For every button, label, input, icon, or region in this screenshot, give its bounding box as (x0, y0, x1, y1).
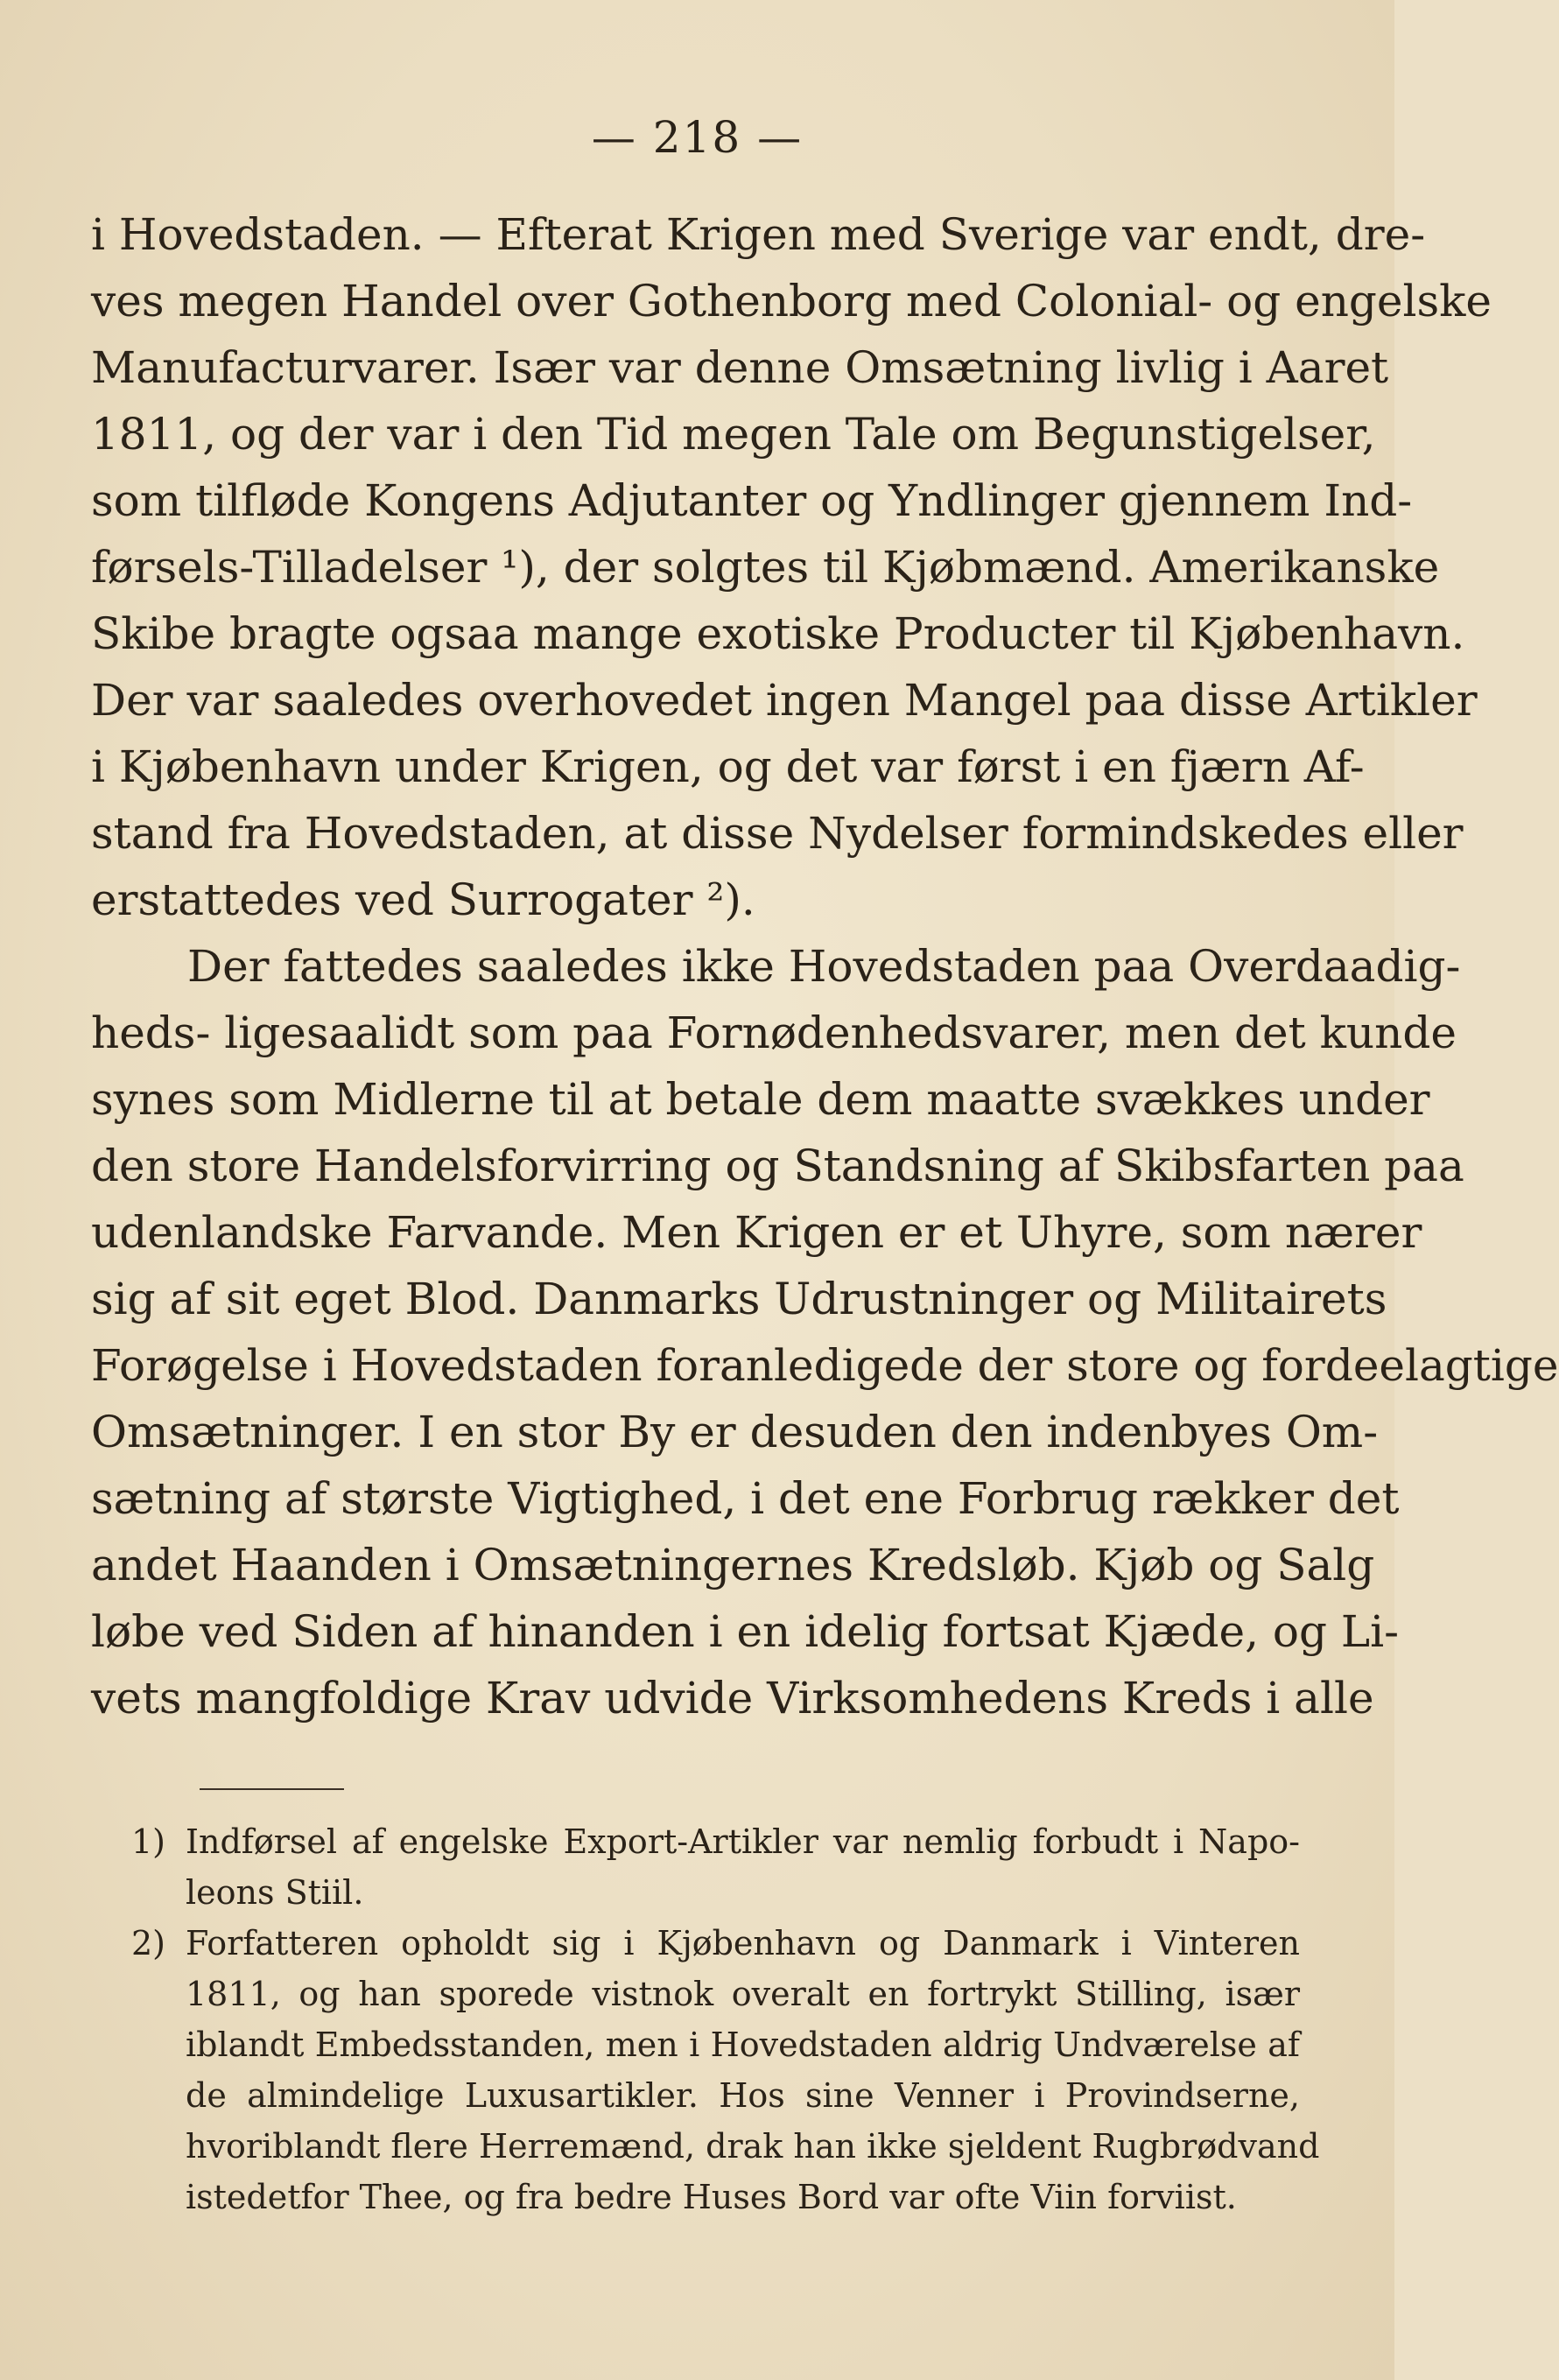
text-line: i Hovedstaden. — Efterat Krigen med Sverige var endt, dre- (91, 209, 1426, 260)
footnote-text: de almindelige Luxusartikler. Hos sine Venner i Provindserne, (186, 2076, 1300, 2115)
footnote-text: Indførsel af engelske Export-Artikler var nemlig forbudt i Napo- (186, 1822, 1300, 1861)
footnote-line (131, 2019, 1300, 2070)
text-line: andet Haanden i Omsætningernes Kredsløb. Kjøb og Salg (91, 1540, 1375, 1590)
footnote-text: hvoriblandt flere Herremænd, drak han ikke sjeldent Rugbrødvand (186, 2127, 1320, 2166)
footnote-line (131, 1816, 1300, 1867)
footnote-text: iblandt Embedsstanden, men i Hovedstaden aldrig Undværelse af (186, 2025, 1300, 2064)
text-line: erstattedes ved Surrogater ²). (91, 874, 755, 925)
text-line: den store Handelsforvirring og Standsning af Skibsfarten paa (91, 1141, 1464, 1191)
text-line: som tilfløde Kongens Adjutanter og Yndlinger gjennem Ind- (91, 475, 1413, 526)
footnote-line (131, 2070, 1300, 2121)
text-line: Der var saaledes overhovedet ingen Mangel paa disse Artikler (91, 675, 1478, 726)
text-line: sætning af største Vigtighed, i det ene Forbrug rækker det (91, 1473, 1400, 1524)
text-line: i Kjøbenhavn under Krigen, og det var først i en fjærn Af- (91, 741, 1365, 792)
paragraph-first-line: Der fattedes saaledes ikke Hovedstaden paa Overdaadig- (187, 941, 1461, 992)
footnote-marker: 1) (131, 1822, 166, 1861)
footnote-text: istedetfor Thee, og fra bedre Huses Bord var ofte Viin forviist. (186, 2178, 1237, 2216)
text-line: Skibe bragte ogsaa mange exotiske Producter til Kjøbenhavn. (91, 608, 1465, 659)
footnote-marker (131, 2070, 186, 2121)
footnote-divider (200, 1788, 344, 1790)
footnote-text: leons Stiil. (186, 1873, 364, 1912)
footnote-marker (131, 2121, 186, 2172)
footnote-marker: 2) (131, 1924, 166, 1962)
text-line: synes som Midlerne til at betale dem maatte svækkes under (91, 1074, 1430, 1125)
text-line: stand fra Hovedstaden, at disse Nydelser formindskedes eller (91, 808, 1464, 859)
body-text (91, 201, 1559, 1731)
footnote-text: Forfatteren opholdt sig i Kjøbenhavn og Danmark i Vinteren (186, 1924, 1300, 1962)
text-line: heds- ligesaalidt som paa Fornødenhedsvarer, men det kunde (91, 1007, 1457, 1058)
footnote-line (131, 2121, 1320, 2172)
text-line: udenlandske Farvande. Men Krigen er et Uhyre, som nærer (91, 1207, 1422, 1258)
text-line: førsels-Tilladelser ¹), der solgtes til Kjøbmænd. Amerikanske (91, 542, 1440, 593)
footnote-marker (131, 1867, 186, 1918)
footnote-text: 1811, og han sporede vistnok overalt en fortrykt Stilling, især (186, 1975, 1300, 2013)
footnote-line (131, 1918, 1300, 1969)
text-line: vets mangfoldige Krav udvide Virksomhedens Kreds i alle (91, 1673, 1374, 1724)
footnote-line (131, 2172, 1300, 2222)
footnote-marker (131, 1969, 186, 2019)
text-line: Omsætninger. I en stor By er desuden den indenbyes Om- (91, 1407, 1379, 1457)
footnote-line (131, 1969, 1300, 2019)
footnotes (131, 1816, 1320, 2222)
text-line: ves megen Handel over Gothenborg med Colonial- og engelske (91, 276, 1492, 326)
footnote-marker (131, 2019, 186, 2070)
footnote-line (131, 1867, 1300, 1918)
text-line: sig af sit eget Blod. Danmarks Udrustninger og Militairets (91, 1274, 1387, 1324)
text-line: løbe ved Siden af hinanden i en idelig fortsat Kjæde, og Li- (91, 1606, 1399, 1657)
text-line: Manufacturvarer. Især var denne Omsætning livlig i Aaret (91, 342, 1389, 393)
footnote-marker (131, 2172, 186, 2222)
page-number: — 218 — (591, 112, 804, 163)
text-line: 1811, og der var i den Tid megen Tale om Begunstigelser, (91, 409, 1376, 460)
text-line: Forøgelse i Hovedstaden foranledigede der store og fordeelagtige (91, 1340, 1559, 1391)
